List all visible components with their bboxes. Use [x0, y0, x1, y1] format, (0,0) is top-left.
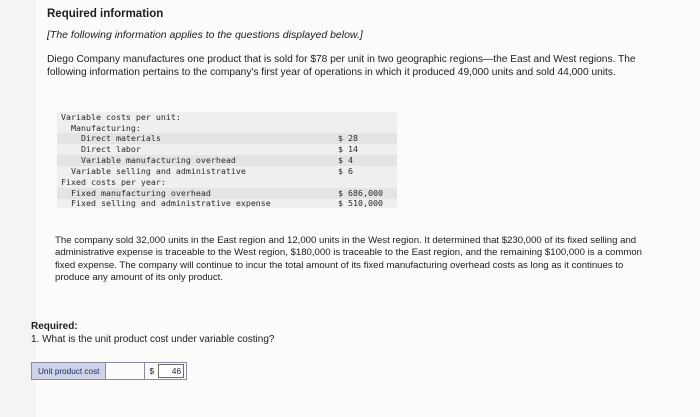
answer-label: Unit product cost [32, 363, 106, 379]
row-label: Variable selling and administrative [61, 166, 246, 176]
row-label: Variable manufacturing overhead [61, 155, 236, 165]
question-1: 1. What is the unit product cost under variable costing? [31, 334, 275, 345]
row-value: $ 686,000 [338, 188, 383, 198]
cost-data-table [57, 112, 397, 208]
table-row [57, 155, 397, 166]
row-label: Manufacturing: [61, 123, 141, 133]
row-label: Variable costs per unit: [61, 112, 181, 122]
problem-intro: Diego Company manufactures one product that is sold for $78 per unit in two geographic regions—the East and West regions. The following information pertains to the company's first year of operations in which it produced 49,000 units and sold 44,000 units. [47, 54, 636, 78]
table-row [57, 144, 397, 155]
instruction-note: [The following information applies to the questions displayed below.] [47, 29, 363, 41]
unit-product-cost-input[interactable] [158, 364, 184, 378]
row-value: $ 6 [338, 166, 353, 176]
row-label: Fixed selling and administrative expense [61, 198, 271, 208]
required-title: Required: [31, 321, 78, 332]
row-value: $ 510,000 [338, 198, 383, 208]
row-value: $ 28 [338, 133, 358, 143]
answer-row [31, 362, 187, 380]
row-label: Direct labor [61, 144, 141, 154]
table-row [57, 177, 397, 188]
row-value: $ 4 [338, 155, 353, 165]
row-label: Fixed manufacturing overhead [61, 188, 211, 198]
row-label: Fixed costs per year: [61, 177, 166, 187]
table-row [57, 112, 397, 123]
table-row [57, 166, 397, 177]
required-information-heading: Required information [47, 8, 164, 20]
answer-spacer-cell [106, 363, 145, 379]
row-label: Direct materials [61, 133, 161, 143]
row-value: $ 14 [338, 144, 358, 154]
table-row [57, 133, 397, 144]
table-row [57, 198, 397, 209]
currency-symbol: $ [145, 363, 158, 379]
problem-narrative: The company sold 32,000 units in the East region and 12,000 units in the West region. It determined that $230,000 of its fixed selling and administrative expense is traceable to the West region, $180,000 is traceable to the East region, and the remaining $100,000 is a common fixed expense. The company will continue to incur the total amount of its fixed manufacturing overhead costs as long as it continues to produce any amount of its only product. [55, 235, 642, 284]
